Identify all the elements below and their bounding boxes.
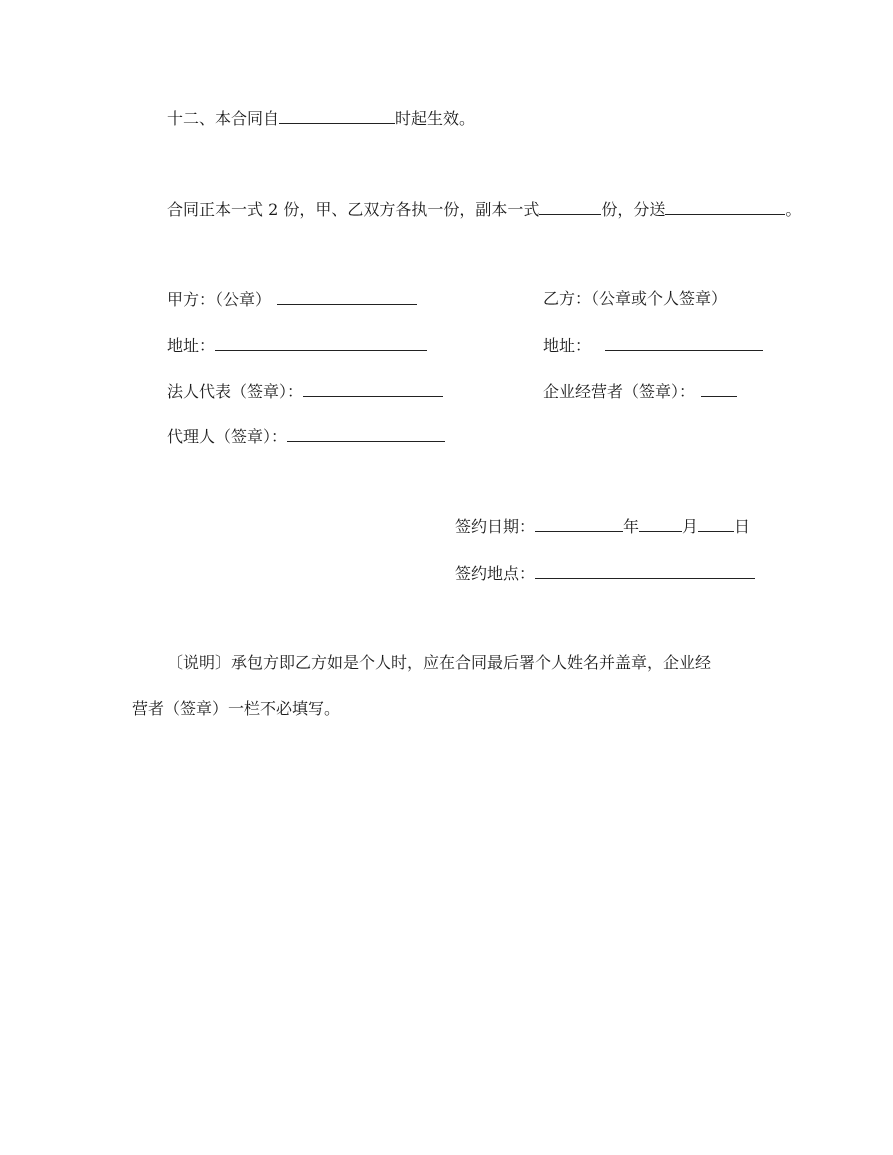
- signing-place-line: [455, 561, 755, 585]
- month-label: 月: [682, 517, 699, 536]
- agent-blank[interactable]: [287, 424, 445, 442]
- legal-rep-label: 法人代表（签章）：: [167, 382, 304, 401]
- operator-label: 企业经营者（签章）：: [543, 382, 696, 401]
- operator-line: [543, 379, 737, 403]
- note-text-2: 营者（签章）一栏不必填写。: [132, 699, 341, 718]
- copies-text-1: 合同正本一式 2 份，甲、乙双方各执一份，副本一式: [167, 200, 540, 219]
- party-a-address-blank[interactable]: [215, 333, 427, 351]
- party-b-address-label: 地址：: [543, 336, 592, 355]
- distribute-to-blank[interactable]: [665, 197, 785, 215]
- copies-line: [167, 197, 801, 221]
- copies-text-3: 。: [785, 200, 802, 219]
- effective-time-blank[interactable]: [279, 106, 395, 124]
- clause-12-suffix: 时起生效。: [395, 109, 476, 128]
- party-a-line: [167, 287, 417, 311]
- operator-blank[interactable]: [701, 379, 737, 397]
- signing-date-label: 签约日期：: [455, 517, 536, 536]
- clause-12-prefix: 十二、本合同自: [167, 109, 280, 128]
- party-a-label: 甲方：（公章）: [167, 290, 272, 309]
- legal-rep-blank[interactable]: [303, 379, 443, 397]
- copies-text-2: 份，分送: [601, 200, 666, 219]
- party-b-label: 乙方：（公章或个人签章）: [543, 289, 728, 308]
- copy-count-blank[interactable]: [539, 197, 601, 215]
- signing-place-blank[interactable]: [535, 561, 755, 579]
- month-blank[interactable]: [639, 514, 682, 532]
- day-label: 日: [734, 517, 751, 536]
- year-blank[interactable]: [535, 514, 623, 532]
- party-b-address-line: [543, 333, 763, 357]
- party-a-seal-blank[interactable]: [277, 287, 417, 305]
- note-line-2: [132, 697, 340, 721]
- party-b-address-blank[interactable]: [605, 333, 763, 351]
- party-a-address-label: 地址：: [167, 336, 216, 355]
- signing-place-label: 签约地点：: [455, 564, 536, 583]
- agent-line: [167, 424, 445, 448]
- day-blank[interactable]: [698, 514, 734, 532]
- year-label: 年: [623, 517, 640, 536]
- party-a-address-line: [167, 333, 427, 357]
- signing-date-line: [455, 514, 750, 538]
- note-line-1: [167, 651, 711, 675]
- agent-label: 代理人（签章）：: [167, 427, 288, 446]
- note-text-1: 〔说明〕承包方即乙方如是个人时，应在合同最后署个人姓名并盖章，企业经: [167, 653, 712, 672]
- party-b-line: [543, 287, 727, 311]
- clause-12-line: [167, 106, 475, 130]
- legal-rep-line: [167, 379, 443, 403]
